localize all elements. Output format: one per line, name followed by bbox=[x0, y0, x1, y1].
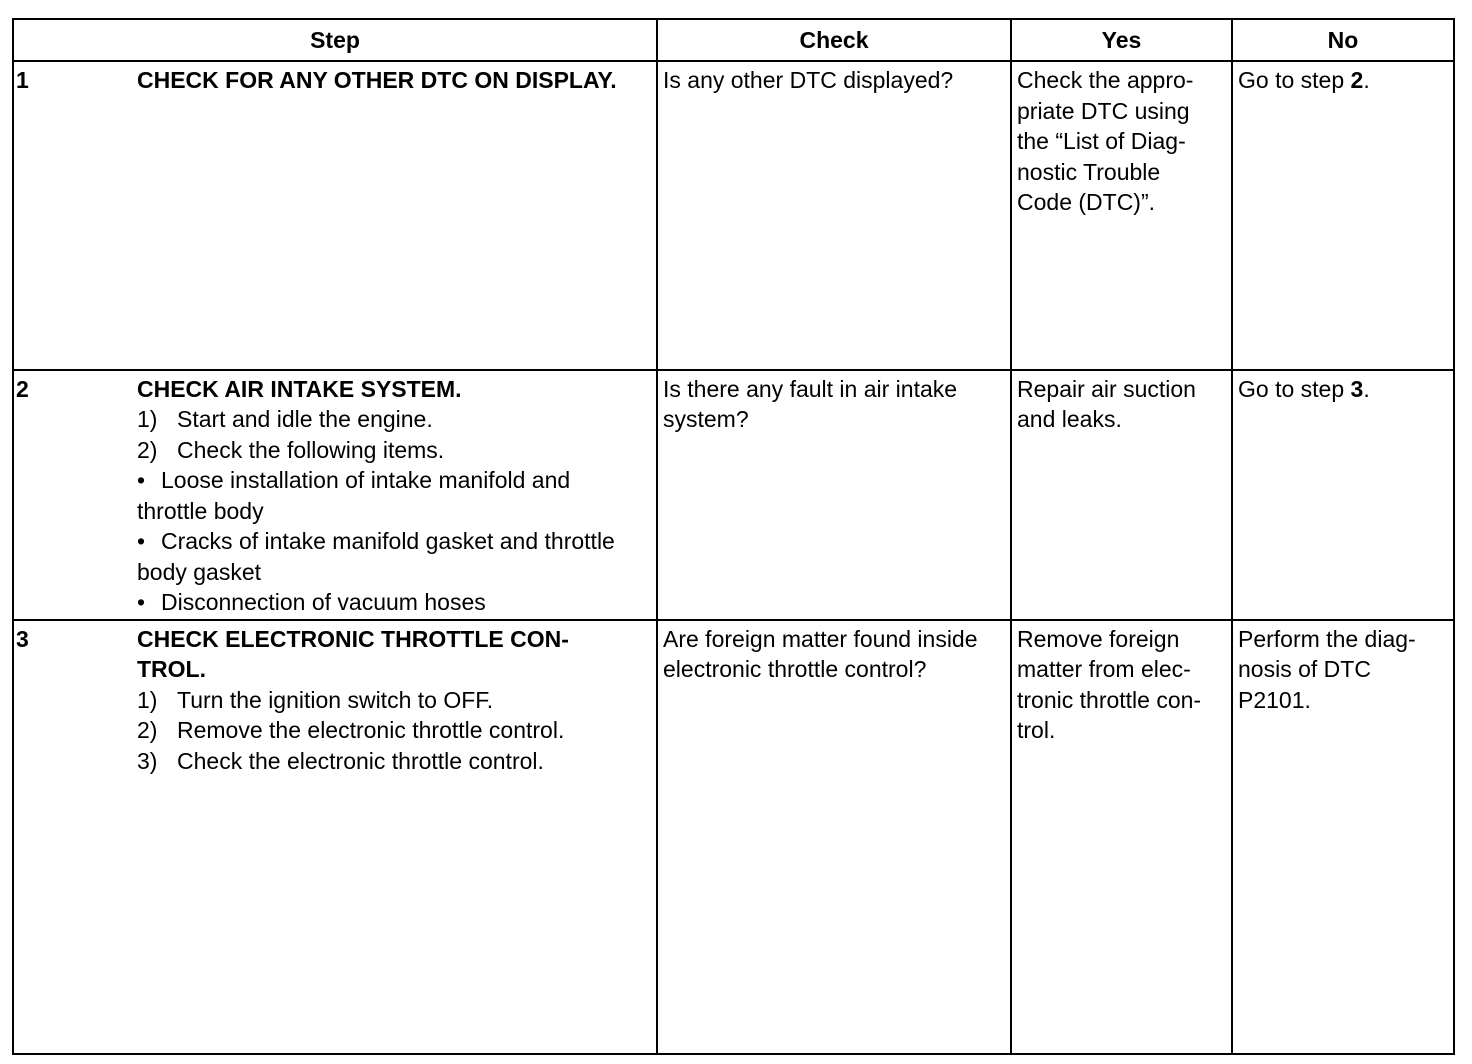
substep-text: Remove the electronic throttle control. bbox=[177, 717, 565, 744]
no-step-ref: 3 bbox=[1350, 375, 1364, 402]
table-row bbox=[13, 370, 1454, 620]
no-text-suffix: . bbox=[1363, 375, 1370, 402]
check-text: electronic throttle control? bbox=[663, 656, 927, 683]
bullet-item bbox=[137, 587, 651, 618]
table-header-row bbox=[13, 19, 1454, 61]
yes-text: nostic Trouble bbox=[1017, 158, 1161, 185]
yes-text: trol. bbox=[1017, 717, 1056, 744]
step-title: CHECK AIR INTAKE SYSTEM. bbox=[137, 375, 462, 402]
header-check: Check bbox=[657, 19, 1011, 61]
diagnostic-table-container bbox=[12, 18, 1453, 1055]
yes-cell bbox=[1011, 370, 1232, 620]
no-text: Go to step bbox=[1238, 67, 1351, 93]
table-row bbox=[13, 620, 1454, 1054]
substep bbox=[137, 685, 651, 716]
check-text: Is there any fault in air intake bbox=[663, 375, 958, 402]
step-title: CHECK FOR ANY OTHER DTC ON DISPLAY. bbox=[137, 67, 617, 93]
yes-text: matter from elec- bbox=[1017, 656, 1191, 683]
check-text: Is any other DTC displayed? bbox=[663, 67, 954, 93]
no-cell bbox=[1232, 370, 1454, 620]
no-text: P2101. bbox=[1238, 686, 1311, 713]
bullet-item bbox=[137, 465, 651, 496]
header-yes: Yes bbox=[1011, 19, 1232, 61]
bullet-text-cont: throttle body bbox=[137, 497, 264, 524]
header-no: No bbox=[1232, 19, 1454, 61]
check-cell bbox=[657, 61, 1011, 370]
yes-text: Remove foreign bbox=[1017, 625, 1180, 652]
table-row bbox=[13, 61, 1454, 370]
yes-cell bbox=[1011, 620, 1232, 1054]
step-title: CHECK ELECTRONIC THROTTLE CON- bbox=[137, 625, 569, 652]
bullet-icon: • bbox=[137, 467, 146, 494]
substep-number: 3) bbox=[137, 747, 158, 774]
substep-number: 1) bbox=[137, 406, 158, 433]
substep-text: Turn the ignition switch to OFF. bbox=[177, 686, 494, 713]
yes-text: Check the appro- bbox=[1017, 67, 1194, 93]
no-text: Go to step bbox=[1238, 375, 1351, 402]
step-number: 3 bbox=[16, 625, 29, 652]
diagnostic-table bbox=[12, 18, 1455, 1055]
check-text: system? bbox=[663, 406, 749, 433]
bullet-icon: • bbox=[137, 528, 146, 555]
check-cell bbox=[657, 620, 1011, 1054]
check-text: Are foreign matter found inside bbox=[663, 625, 978, 652]
header-step: Step bbox=[13, 19, 657, 61]
bullet-text: Disconnection of vacuum hoses bbox=[161, 589, 486, 616]
bullet-item bbox=[137, 526, 651, 557]
yes-cell bbox=[1011, 61, 1232, 370]
no-cell bbox=[1232, 61, 1454, 370]
yes-text: Repair air suction bbox=[1017, 375, 1196, 402]
substep bbox=[137, 746, 651, 777]
yes-text: priate DTC using bbox=[1017, 97, 1190, 124]
substep bbox=[137, 404, 651, 435]
substep-text: Check the following items. bbox=[177, 436, 445, 463]
yes-text: tronic throttle con- bbox=[1017, 686, 1202, 713]
step-title-cont: TROL. bbox=[137, 656, 206, 683]
bullet-text-cont: body gasket bbox=[137, 558, 262, 585]
bullet-text: Cracks of intake manifold gasket and throttle bbox=[161, 528, 615, 555]
step-cell bbox=[13, 61, 657, 370]
substep bbox=[137, 715, 651, 746]
substep-number: 2) bbox=[137, 717, 158, 744]
no-text-suffix: . bbox=[1363, 67, 1370, 93]
substep-number: 2) bbox=[137, 436, 158, 463]
substep-number: 1) bbox=[137, 686, 158, 713]
substep-text: Check the electronic throttle control. bbox=[177, 747, 544, 774]
step-number: 1 bbox=[16, 67, 29, 93]
yes-text: and leaks. bbox=[1017, 406, 1122, 433]
step-cell bbox=[13, 620, 657, 1054]
step-number: 2 bbox=[16, 375, 29, 402]
no-text: nosis of DTC bbox=[1238, 656, 1371, 683]
yes-text: Code (DTC)”. bbox=[1017, 189, 1156, 215]
yes-text: the “List of Diag- bbox=[1017, 128, 1186, 154]
substep bbox=[137, 435, 651, 466]
no-text: Perform the diag- bbox=[1238, 625, 1416, 652]
bullet-text: Loose installation of intake manifold and bbox=[161, 467, 571, 494]
check-cell bbox=[657, 370, 1011, 620]
no-cell bbox=[1232, 620, 1454, 1054]
substep-text: Start and idle the engine. bbox=[177, 406, 433, 433]
no-step-ref: 2 bbox=[1350, 67, 1364, 93]
step-cell bbox=[13, 370, 657, 620]
bullet-icon: • bbox=[137, 589, 146, 616]
